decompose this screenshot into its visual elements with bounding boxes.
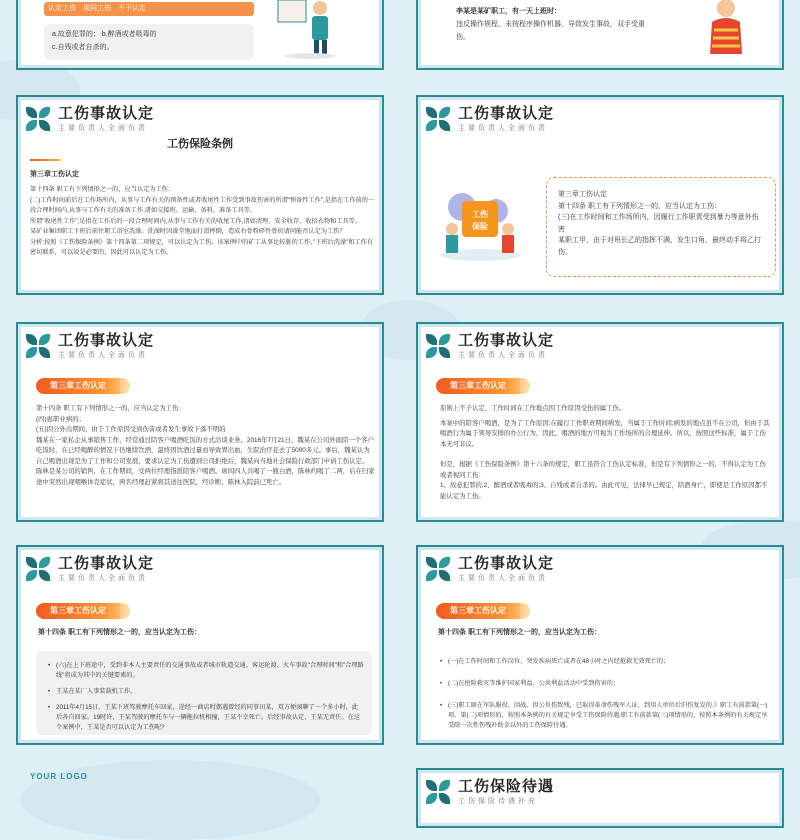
brand-logo-icon	[426, 780, 452, 806]
list-item: • 王某在某厂人事装载机工作。	[48, 687, 364, 697]
top-left-line2: a.故意犯罪的； b.醉酒或者吸毒的	[52, 31, 157, 38]
slide-top-left	[16, 0, 384, 70]
brand-logo-icon	[26, 334, 52, 360]
slide-main-title: 工伤保险条例	[167, 138, 233, 150]
paragraph: 某矿业集团职工下班后前往职工浴室洗澡。洗澡时因澡堂地面打滑摔倒，造成右骨粉碎性骨折请问能否认定为工伤？	[30, 228, 346, 235]
header-title: 工伤事故认定	[58, 555, 155, 572]
paragraph: 魏某在一家私企从事销售工作，经常通过陪客户喝酒吃饭的方式洽谈业务。2016年7月21日，魏某在公司外面陪一个客户吃饭时，在已经喝醉的情况下仍继续饮酒，最终因饮酒过量而导致胃出血，生院治疗花去了5000多元。事后，魏某认为自己喝酒出现是为了工作和公司发展，要求认定为工伤遭到公司拒绝后，魏某向当地社会保险行政部门申请工伤认定。	[36, 436, 375, 465]
worker-illustration	[270, 0, 340, 60]
slide6-intro: 第十四条 职工有下列情形之一的，应当认定为工伤：	[438, 629, 601, 636]
your-logo-text: YOUR LOGO	[30, 772, 88, 781]
header-title: 工伤事故认定	[58, 332, 155, 349]
slide4-body	[440, 404, 772, 502]
slide5-intro: 第十四条 职工有下列情形之一的，应当认定为工伤：	[38, 629, 201, 636]
header-subtitle: 主要负责人全面负责	[458, 125, 548, 132]
paragraph: 所谓”收尾性工作”,是指在工作后的一段合理时间内,从事与工作有关的收尾工作,诸如清理、安全收存、收拾衣物和工具等。	[30, 217, 362, 225]
brand-logo-icon	[426, 557, 452, 583]
slide-header	[426, 332, 554, 360]
top-right-line2: 违反操作规程，未按程序操作机器，导致发生事故，双手受重	[456, 21, 645, 28]
slide-header	[26, 105, 154, 133]
section-badge: 第三章工伤认定	[36, 603, 120, 619]
slide-header	[26, 555, 154, 583]
list-item: • (二)在抢险救灾等维护国家利益、公共利益活动中受到伤害的；	[440, 679, 772, 689]
paragraph: 陈林是某公司的销售，在工作期间，受两位经理指派陪客户喝酒。席间四人共喝了一瓶白酒，陈林约喝了二两，后在归家途中突然出现咽喉休克症状，两名经理赶紧将其送往医院，经诊断，陈林入院前已死亡。	[36, 468, 375, 486]
header-subtitle: 主要负责人全面负责	[58, 352, 148, 359]
slide-6	[416, 545, 784, 745]
section-heading: 第三章工伤认定	[30, 171, 79, 178]
paragraph: 第十四条 职工有下列情形之一的，应当认定为工伤：	[36, 405, 185, 412]
list-item: • 2011年4月15日，王某下班驾驶摩托车回家，途经一商店时偶遇曾经的同事田某，双方便闲聊了一个多小时，此后各自回家。19时许，王某驾驶的摩托车与一辆拖拉机相撞，王某不幸死亡。后经事故认定，王某无责任。在这个案例中，王某是否可以认定为工伤呢?	[48, 703, 364, 733]
top-right-line1: 李某是某矿职工，有一天上班时：	[456, 8, 561, 15]
header-subtitle: 主要负责人全面负责	[458, 575, 548, 582]
paragraph: 原则上不予认定，工作时间在工作地点因工作原因受伤的属工伤。	[440, 405, 626, 412]
header-title: 工伤事故认定	[58, 105, 155, 122]
section-badge: 第三章工伤认定	[36, 378, 120, 394]
slide-1	[16, 95, 384, 295]
section-badge: 第三章工伤认定	[436, 603, 520, 619]
person-illustration	[696, 0, 756, 64]
list-item: • (三)职工原在军队服役，因战、因公负伤致残，已取得革命伤残军人证，到用人单位后旧伤复发的.》职工有前款第(一)项、第(二)项情形的，按照本条例的有关规定享受工伤保险待遇;职工有前款第(三)项情形的，按照本条例的有关规定享受除一次性伤残补助金以外的工伤保险待遇。	[440, 701, 772, 731]
header-subtitle: 工伤保险待遇补充	[458, 798, 538, 805]
slide2-body	[558, 189, 764, 258]
header-title: 工伤事故认定	[458, 332, 555, 349]
header-title: 工伤保险待遇	[458, 778, 555, 795]
paragraph: (四)患职业病的；	[36, 415, 85, 423]
slide-header	[426, 778, 554, 806]
header-subtitle: 主要负责人全面负责	[58, 575, 148, 582]
divider	[30, 159, 60, 161]
slide-header	[426, 555, 554, 583]
slide-2	[416, 95, 784, 295]
slide-header	[26, 332, 154, 360]
brand-logo-icon	[426, 107, 452, 133]
header-subtitle: 主要负责人全面负责	[458, 352, 548, 359]
slide5-list	[48, 661, 364, 739]
slide3-body	[36, 404, 376, 488]
paragraph: 分析:按照《工伤保险条例》第十四条第二项规定，可以认定为工伤。该案例中的矿工从事比较脏的工作，”下班后洗澡”和工作有密切联系，可以说是必要的，因此可以认定为工伤。	[30, 238, 374, 256]
slide6-list	[440, 657, 772, 737]
slide-header	[426, 105, 554, 133]
insurance-illustration	[432, 185, 522, 265]
slide1-body	[30, 185, 378, 259]
section-badge: 第三章工伤认定	[436, 378, 520, 394]
paragraph: 本案中的陪客户喝酒，是为了工作原因;在履行工作职责期间病发，当属于工作时间;病发的地点虽不在公司，但由于其喝酒行为属于领导安排的办公行为，因此，喝酒的地方可视为工作场所的合理延伸。所以，按照这些标准，属于工伤本无可非议。	[440, 419, 770, 448]
paragraph: 第三章工伤认定	[558, 191, 607, 198]
paragraph: (二)工作时间前后在工作场所内，从事与工作有关的预备性或者收尾性工作受到事故伤害的所谓“预备性工作”,是指在工作前的一段合理时间内,从事与工作有关的准备工作,诸如交接班、运输、备料、准备工具等。	[30, 196, 375, 214]
header-subtitle: 主要负责人全面负责	[58, 125, 148, 132]
paragraph: 第十四条 职工有下列情形之一的，应当认定为工伤：	[558, 202, 721, 210]
top-right-line3: 伤。	[456, 34, 470, 41]
paragraph: (三)在工作时间和工作场所内，因履行工作职责受到暴力等意外伤害	[558, 214, 759, 233]
slide-4	[416, 322, 784, 522]
brand-logo-icon	[26, 107, 52, 133]
header-title: 工伤事故认定	[458, 105, 555, 122]
list-item: • (六)在上下班途中，受到非本人主要责任的交通事故或者城市轨道交通、客运轮渡、火车事故"合理时间"和"合理路线"将成为其中的关键要素的。	[48, 661, 364, 681]
slide-top-right	[416, 0, 784, 70]
paragraph: 某职工甲，由于对班长乙的指挥不满，发生口角，最终动手将乙打伤。	[558, 237, 761, 256]
top-left-line3: c.自残或者自杀的。	[52, 44, 114, 51]
icon-text-1: 工伤	[472, 210, 488, 219]
slide-3	[16, 322, 384, 522]
slide-5	[16, 545, 384, 745]
brand-logo-icon	[26, 557, 52, 583]
paragraph: 1、故意犯罪的;2、醉酒或者吸毒的;3、自残或者自杀的。由此可见，法律早已规定，陪酒身亡，即使是工作原因都不能认定为工伤。	[440, 482, 768, 500]
top-left-line1: 认定工伤 视同工伤 不予认定	[48, 5, 146, 12]
brand-logo-icon	[426, 334, 452, 360]
paragraph: 第十四条 职工有下列情形之一的，应当认定为工伤：	[30, 186, 175, 193]
slide-bottom-right	[416, 768, 784, 828]
header-title: 工伤事故认定	[458, 555, 555, 572]
icon-text-2: 保险	[472, 222, 488, 231]
paragraph: (五)因公外出期间，由于工作原因受到伤害或者发生事故下落不明的	[36, 426, 226, 433]
list-item: • (一)在工作时间和工作岗位，突发疾病死亡或者在48小时之内经抢救无效死亡的；	[440, 657, 772, 667]
paragraph: 但是，根据《工伤保险条例》第十六条的规定，职工虽符合工伤认定标准，但是有下列情形之一的，不得认定为工伤或者视同工伤：	[440, 461, 766, 479]
